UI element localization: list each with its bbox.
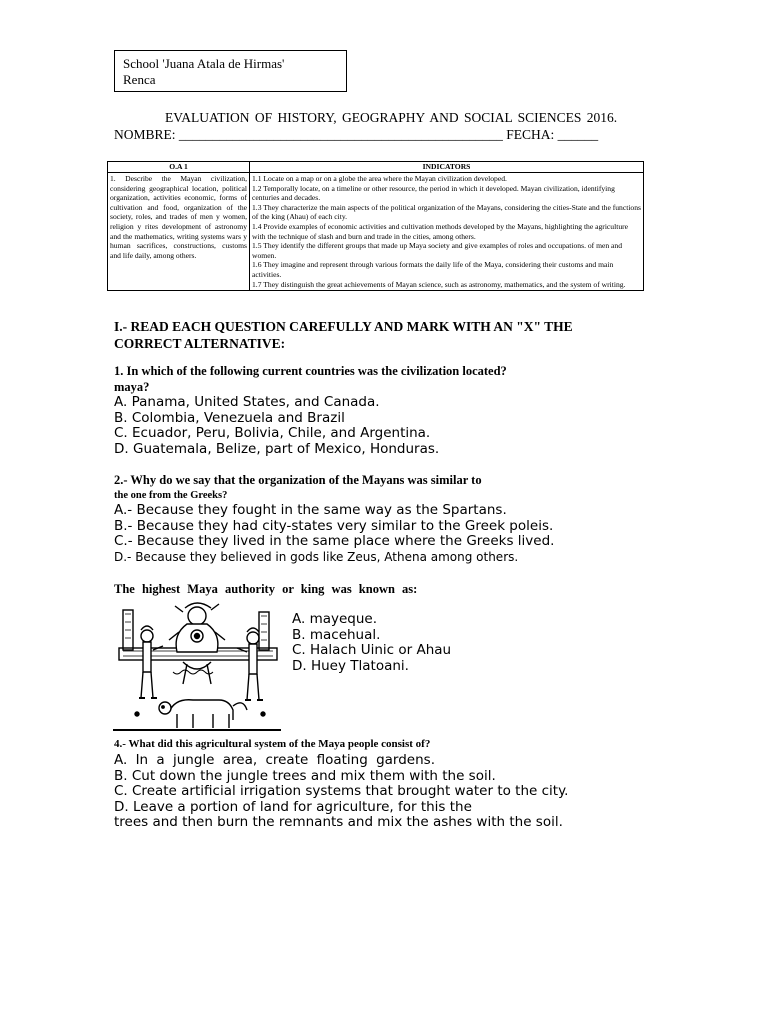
fecha-blank[interactable]: ______: [557, 127, 599, 142]
question-1-options: [114, 395, 439, 457]
option-3b[interactable]: B. macehual.: [292, 626, 381, 643]
question-1: [114, 364, 584, 395]
question-1-line2: maya?: [114, 379, 150, 394]
question-3: The highest Maya authority or king was known as:: [114, 582, 418, 596]
section-heading-line2: CORRECT ALTERNATIVE:: [114, 336, 286, 351]
name-date-line: [114, 127, 598, 143]
section-heading: [114, 318, 584, 352]
section-heading-line1: I.- READ EACH QUESTION CAREFULLY AND MARK WITH AN "X" THE: [114, 319, 573, 334]
option-1c[interactable]: C. Ecuador, Peru, Bolivia, Chile, and Argentina.: [114, 425, 431, 441]
indicator-1-1: 1.1 Locate on a map or on a globe the area where the Mayan civilization developed.: [252, 174, 507, 183]
school-box: [114, 50, 347, 92]
oa-description: 1. Describe the Mayan civilization, considering geographical location, political organization, activities economic, forms of cultivation and food, organization of the society, roles, and trades of men y women, religion y rites development of astronomy and the mathematics, writing systems wars y human sacrifices, constructions, customs and life daily, among others.: [108, 173, 250, 291]
option-4a[interactable]: A. In a jungle area, create floating gardens.: [114, 752, 435, 768]
indicator-1-3: 1.3 They characterize the main aspects of the political organization of the Mayans, considering the cities-State and the functions of the king (Ahau) of each city.: [252, 202, 641, 222]
option-2a[interactable]: A.- Because they fought in the same way as the Spartans.: [114, 502, 507, 518]
option-4d[interactable]: D. Leave a portion of land for agriculture, for this the: [114, 798, 472, 815]
question-2: [114, 473, 482, 503]
option-3d[interactable]: D. Huey Tlatoani.: [292, 657, 409, 674]
nombre-blank[interactable]: ________________________________________________: [178, 127, 503, 142]
indicator-1-4: 1.4 Provide examples of economic activities and cultivation methods developed by the Mayans, highlighting the agriculture with the technique of slash and burn and trade in the cities, among others.: [252, 221, 629, 241]
option-3a[interactable]: A. mayeque.: [292, 611, 378, 627]
option-2b[interactable]: B.- Because they had city-states very similar to the Greek poleis.: [114, 517, 554, 534]
question-2-line1: 2.- Why do we say that the organization of the Mayans was similar to: [114, 473, 482, 487]
indicator-1-5: 1.5 They identify the different groups that made up Maya society and give examples of roles and occupations. of men and women.: [252, 241, 623, 260]
question-3-options: [292, 612, 451, 674]
objectives-table: [107, 161, 644, 291]
indicators-header: INDICATORS: [250, 162, 644, 173]
option-1a[interactable]: A. Panama, United States, and Canada.: [114, 394, 380, 410]
nombre-label: NOMBRE:: [114, 127, 176, 142]
maya-king-illustration: [113, 602, 283, 734]
option-1b[interactable]: B. Colombia, Venezuela and Brazil: [114, 409, 345, 426]
school-name: School 'Juana Atala de Hirmas': [123, 56, 285, 71]
option-2c[interactable]: C.- Because they lived in the same place where the Greeks lived.: [114, 533, 555, 549]
question-4-options: [114, 753, 568, 831]
option-4c[interactable]: C. Create artificial irrigation systems that brought water to the city.: [114, 783, 569, 799]
evaluation-title: EVALUATION OF HISTORY, GEOGRAPHY AND SOCIAL SCIENCES 2016.: [165, 110, 618, 125]
option-2d[interactable]: D.- Because they believed in gods like Zeus, Athena among others.: [114, 549, 519, 564]
indicator-1-6: 1.6 They imagine and represent through various formats the daily life of the Maya, considering their customs and main activities.: [252, 260, 614, 279]
question-4: 4.- What did this agricultural system of the Maya people consist of?: [114, 738, 431, 750]
option-1d[interactable]: D. Guatemala, Belize, part of Mexico, Honduras.: [114, 440, 440, 457]
option-4d-continued: trees and then burn the remnants and mix the ashes with the soil.: [114, 814, 563, 830]
option-3c[interactable]: C. Halach Uinic or Ahau: [292, 642, 452, 658]
option-4b[interactable]: B. Cut down the jungle trees and mix them with the soil.: [114, 767, 496, 784]
question-2-options: [114, 503, 554, 565]
indicator-1-2: 1.2 Temporally locate, on a timeline or other resource, the period in which it developed. Mayan civilization, identifying centuries and decades.: [252, 183, 615, 203]
oa-header: O.A 1: [108, 162, 250, 173]
question-2-line2: the one from the Greeks?: [114, 490, 228, 501]
question-1-line1: 1. In which of the following current countries was the civilization located?: [114, 364, 507, 378]
indicators-list: [250, 173, 644, 291]
school-commune: Renca: [123, 72, 156, 87]
fecha-label: FECHA:: [506, 127, 555, 142]
indicator-1-7: 1.7 They distinguish the great achievements of Mayan science, such as astronomy, mathematics, and the system of writing.: [252, 279, 626, 289]
